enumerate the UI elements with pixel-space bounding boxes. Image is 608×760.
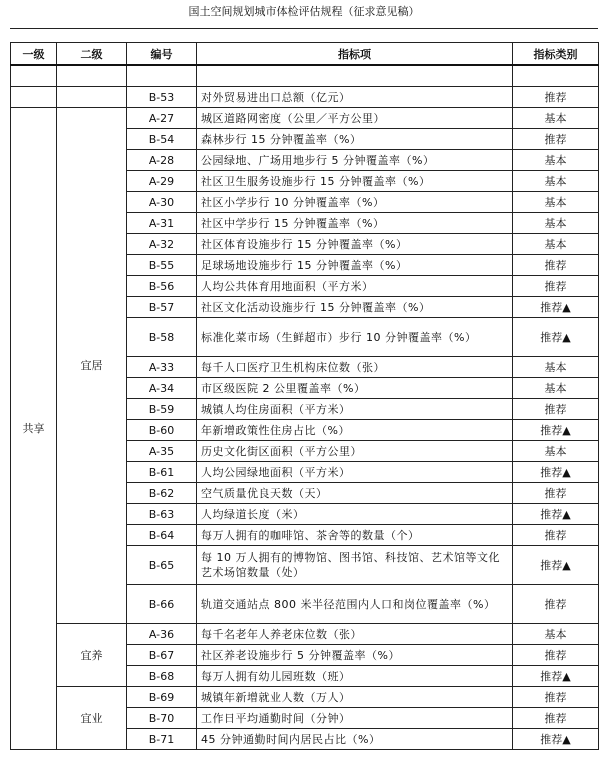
indicator-category: 推荐 [513, 129, 599, 150]
indicator-category: 基本 [513, 171, 599, 192]
indicator-category: 基本 [513, 624, 599, 645]
indicator-name: 社区中学步行 15 分钟覆盖率（%） [197, 213, 513, 234]
indicator-name: 对外贸易进出口总额（亿元） [197, 87, 513, 108]
indicator-code: B-60 [127, 420, 197, 441]
indicator-code: B-58 [127, 318, 197, 357]
table-header-row [11, 43, 599, 66]
indicator-code: A-35 [127, 441, 197, 462]
indicator-name: 社区养老设施步行 5 分钟覆盖率（%） [197, 645, 513, 666]
indicator-category: 基本 [513, 213, 599, 234]
indicator-category: 推荐 [513, 399, 599, 420]
indicator-name: 社区体育设施步行 15 分钟覆盖率（%） [197, 234, 513, 255]
indicator-name: 城镇人均住房面积（平方米） [197, 399, 513, 420]
indicator-table [10, 42, 599, 750]
header-category: 指标类别 [513, 43, 599, 66]
indicator-code: B-62 [127, 483, 197, 504]
indicator-name: 人均公园绿地面积（平方米） [197, 462, 513, 483]
indicator-name: 每千人口医疗卫生机构床位数（张） [197, 357, 513, 378]
indicator-name: 空气质量优良天数（天） [197, 483, 513, 504]
indicator-name: 人均公共体育用地面积（平方米） [197, 276, 513, 297]
indicator-category: 推荐▲ [513, 504, 599, 525]
table-row [11, 87, 599, 108]
indicator-name: 社区小学步行 10 分钟覆盖率（%） [197, 192, 513, 213]
indicator-name: 社区文化活动设施步行 15 分钟覆盖率（%） [197, 297, 513, 318]
indicator-category: 推荐 [513, 585, 599, 624]
header-level2: 二级 [57, 43, 127, 66]
indicator-code: B-66 [127, 585, 197, 624]
document-title: 国土空间规划城市体检评估规程（征求意见稿） [188, 5, 420, 18]
header-rule [10, 28, 598, 29]
level2-cell [57, 65, 127, 87]
indicator-category: 推荐▲ [513, 546, 599, 585]
indicator-name: 社区卫生服务设施步行 15 分钟覆盖率（%） [197, 171, 513, 192]
indicator-code: B-67 [127, 645, 197, 666]
indicator-code: A-27 [127, 108, 197, 129]
indicator-code [127, 65, 197, 87]
level2-group-1: 宜养 [57, 624, 127, 687]
level1-cell [11, 65, 57, 87]
indicator-code: B-68 [127, 666, 197, 687]
indicator-code: B-69 [127, 687, 197, 708]
indicator-category: 推荐▲ [513, 318, 599, 357]
indicator-category: 推荐 [513, 483, 599, 504]
indicator-category: 基本 [513, 234, 599, 255]
indicator-name: 城镇年新增就业人数（万人） [197, 687, 513, 708]
indicator-name: 工作日平均通勤时间（分钟） [197, 708, 513, 729]
indicator-category: 推荐▲ [513, 297, 599, 318]
indicator-code: A-33 [127, 357, 197, 378]
indicator-name: 历史文化街区面积（平方公里） [197, 441, 513, 462]
indicator-category: 基本 [513, 150, 599, 171]
indicator-category [513, 65, 599, 87]
indicator-category: 基本 [513, 108, 599, 129]
indicator-code: B-55 [127, 255, 197, 276]
indicator-code: A-30 [127, 192, 197, 213]
indicator-category: 推荐 [513, 276, 599, 297]
level2-cell [57, 87, 127, 108]
indicator-code: B-57 [127, 297, 197, 318]
indicator-name: 每 10 万人拥有的博物馆、图书馆、科技馆、艺术馆等文化艺术场馆数量（处） [197, 546, 513, 585]
indicator-name: 公园绿地、广场用地步行 5 分钟覆盖率（%） [197, 150, 513, 171]
indicator-category: 推荐▲ [513, 729, 599, 750]
indicator-name: 每万人拥有幼儿园班数（班） [197, 666, 513, 687]
indicator-name [197, 65, 513, 87]
indicator-code: B-56 [127, 276, 197, 297]
indicator-category: 推荐▲ [513, 462, 599, 483]
indicator-name: 标准化菜市场（生鲜超市）步行 10 分钟覆盖率（%） [197, 318, 513, 357]
level1-shared-cell: 共享 [11, 108, 57, 750]
header-code: 编号 [127, 43, 197, 66]
indicator-name: 市区级医院 2 公里覆盖率（%） [197, 378, 513, 399]
indicator-code: B-64 [127, 525, 197, 546]
table-row [11, 65, 599, 87]
indicator-category: 推荐▲ [513, 666, 599, 687]
indicator-code: A-32 [127, 234, 197, 255]
indicator-category: 推荐 [513, 687, 599, 708]
table-row [11, 624, 599, 645]
indicator-category: 推荐 [513, 525, 599, 546]
indicator-name: 城区道路网密度（公里／平方公里） [197, 108, 513, 129]
indicator-category: 推荐 [513, 645, 599, 666]
indicator-code: B-65 [127, 546, 197, 585]
indicator-category: 推荐 [513, 87, 599, 108]
indicator-category: 推荐 [513, 255, 599, 276]
indicator-category: 基本 [513, 378, 599, 399]
indicator-category: 推荐 [513, 708, 599, 729]
indicator-name: 森林步行 15 分钟覆盖率（%） [197, 129, 513, 150]
indicator-name: 每万人拥有的咖啡馆、茶舍等的数量（个） [197, 525, 513, 546]
table-row [11, 108, 599, 129]
indicator-name: 每千名老年人养老床位数（张） [197, 624, 513, 645]
indicator-code: B-61 [127, 462, 197, 483]
level2-group-0: 宜居 [57, 108, 127, 624]
indicator-name: 人均绿道长度（米） [197, 504, 513, 525]
indicator-code: B-59 [127, 399, 197, 420]
indicator-code: B-70 [127, 708, 197, 729]
indicator-code: B-54 [127, 129, 197, 150]
indicator-name: 年新增政策性住房占比（%） [197, 420, 513, 441]
indicator-code: A-28 [127, 150, 197, 171]
indicator-code: B-71 [127, 729, 197, 750]
indicator-code: A-34 [127, 378, 197, 399]
level2-group-2: 宜业 [57, 687, 127, 750]
indicator-code: B-63 [127, 504, 197, 525]
table-body [11, 65, 599, 750]
indicator-code: A-36 [127, 624, 197, 645]
table-row [11, 687, 599, 708]
indicator-code: A-29 [127, 171, 197, 192]
indicator-name: 足球场地设施步行 15 分钟覆盖率（%） [197, 255, 513, 276]
indicator-category: 基本 [513, 192, 599, 213]
indicator-category: 推荐▲ [513, 420, 599, 441]
header-level1: 一级 [11, 43, 57, 66]
indicator-category: 基本 [513, 441, 599, 462]
indicator-name: 45 分钟通勤时间内居民占比（%） [197, 729, 513, 750]
header-indicator: 指标项 [197, 43, 513, 66]
level1-cell [11, 87, 57, 108]
indicator-code: B-53 [127, 87, 197, 108]
indicator-code: A-31 [127, 213, 197, 234]
indicator-name: 轨道交通站点 800 米半径范围内人口和岗位覆盖率（%） [197, 585, 513, 624]
indicator-category: 基本 [513, 357, 599, 378]
